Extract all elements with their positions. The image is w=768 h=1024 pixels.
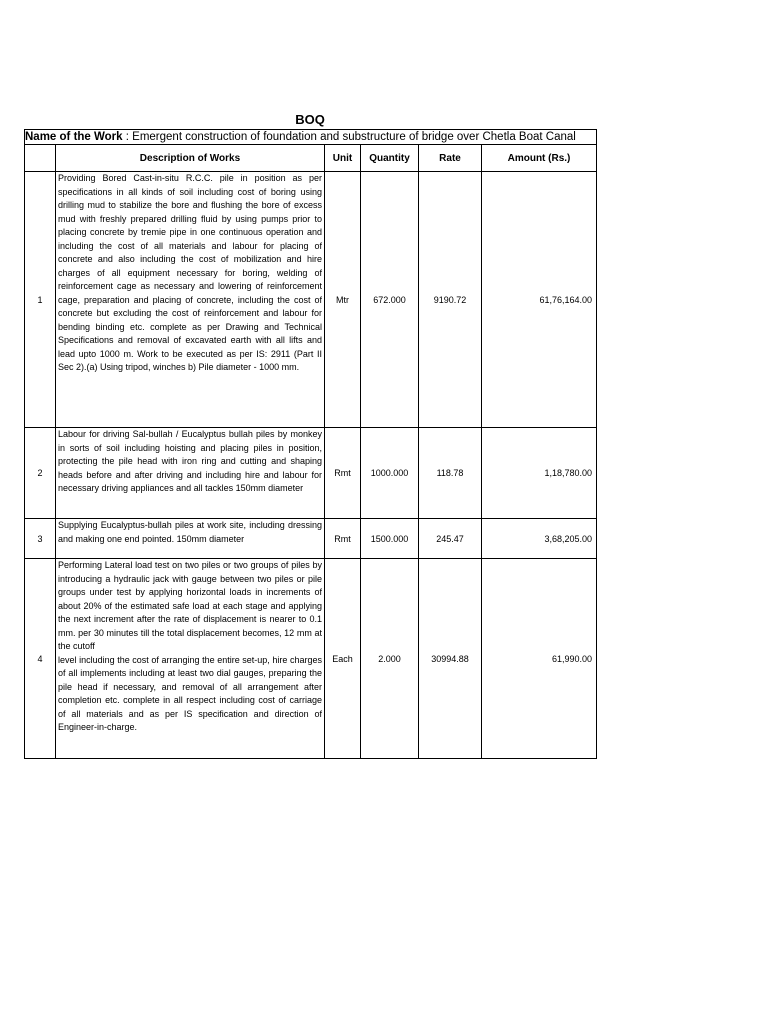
item-amount: 61,990.00 <box>482 559 597 759</box>
item-quantity: 1000.000 <box>361 428 419 519</box>
item-sl: 1 <box>25 172 56 428</box>
document-title: BOQ <box>295 112 325 127</box>
header-amount: Amount (Rs.) <box>482 145 597 172</box>
header-description: Description of Works <box>56 145 325 172</box>
header-quantity: Quantity <box>361 145 419 172</box>
item-quantity: 2.000 <box>361 559 419 759</box>
table-row <box>25 559 597 759</box>
work-name-value: Emergent construction of foundation and substructure of bridge over Chetla Boat Canal <box>132 131 576 143</box>
item-description: Providing Bored Cast-in-situ R.C.C. pile in position as per specifications in all kinds of soil including cost of boring using drilling mud to stabilize the bore and flushing the bore of excess mud with freshly prepared drilling fluid by using pumps prior to placing concrete by tremie pipe in one continuous operation and including the cost of all materials and labour for placing of concrete and also including the cost of mobilization and hire charges of all equipment necessary for boring, welding of reinforcement cage as necessary and lowering of reinforcement cage, preparation and placing of concrete, including the cost of concrete but excluding the cost of reinforcement and labour for bending binding etc. complete as per Drawing and Technical Specifications and removal of excavated earth with all lifts and lead upto 1000 m. Work to be executed as per IS: 2911 (Part II Sec 2).(a) Using tripod, winches b) Pile diameter - 1000 mm. <box>56 172 325 428</box>
boq-table <box>24 129 597 759</box>
item-unit: Each <box>325 559 361 759</box>
work-name-label: Name of the Work <box>25 131 123 143</box>
item-sl: 4 <box>25 559 56 759</box>
table-row <box>25 519 597 559</box>
item-quantity: 672.000 <box>361 172 419 428</box>
item-description: Supplying Eucalyptus-bullah piles at work site, including dressing and making one end pointed. 150mm diameter <box>56 519 325 559</box>
item-rate: 9190.72 <box>419 172 482 428</box>
header-row <box>25 145 597 172</box>
item-sl: 3 <box>25 519 56 559</box>
item-unit: Rmt <box>325 428 361 519</box>
work-name-cell <box>25 130 597 145</box>
header-sl <box>25 145 56 172</box>
header-unit: Unit <box>325 145 361 172</box>
item-unit: Mtr <box>325 172 361 428</box>
item-unit: Rmt <box>325 519 361 559</box>
item-description: Labour for driving Sal-bullah / Eucalyptus bullah piles by monkey in sorts of soil including hoisting and placing piles in position, protecting the pile head with iron ring and cutting and shaping heads before and after driving and including hire and labour for necessary driving appliances and all tackles 150mm diameter <box>56 428 325 519</box>
table-row <box>25 172 597 428</box>
item-quantity: 1500.000 <box>361 519 419 559</box>
item-amount: 1,18,780.00 <box>482 428 597 519</box>
work-name-row <box>25 130 597 145</box>
work-name-separator: : <box>122 131 133 143</box>
item-sl: 2 <box>25 428 56 519</box>
item-amount: 61,76,164.00 <box>482 172 597 428</box>
item-rate: 245.47 <box>419 519 482 559</box>
header-rate: Rate <box>419 145 482 172</box>
item-rate: 30994.88 <box>419 559 482 759</box>
item-description: Performing Lateral load test on two piles or two groups of piles by introducing a hydraulic jack with gauge between two piles or pile groups under test by applying horizontal loads in increments of about 20% of the estimated safe load at each stage and applying the next increment after the rate of displacement is nearer to 0.1 mm. per 30 minutes till the total displacement becomes, 12 mm at the cutoff level including the cost of arranging the entire set-up, hire charges of all implements including at least two dial gauges, preparing the pile head if necessary, and removal of all arrangement after completion etc. complete in all respect including cost of carriage of all materials and as per IS specification and direction of Engineer-in-charge. <box>56 559 325 759</box>
item-amount: 3,68,205.00 <box>482 519 597 559</box>
item-rate: 118.78 <box>419 428 482 519</box>
table-row <box>25 428 597 519</box>
